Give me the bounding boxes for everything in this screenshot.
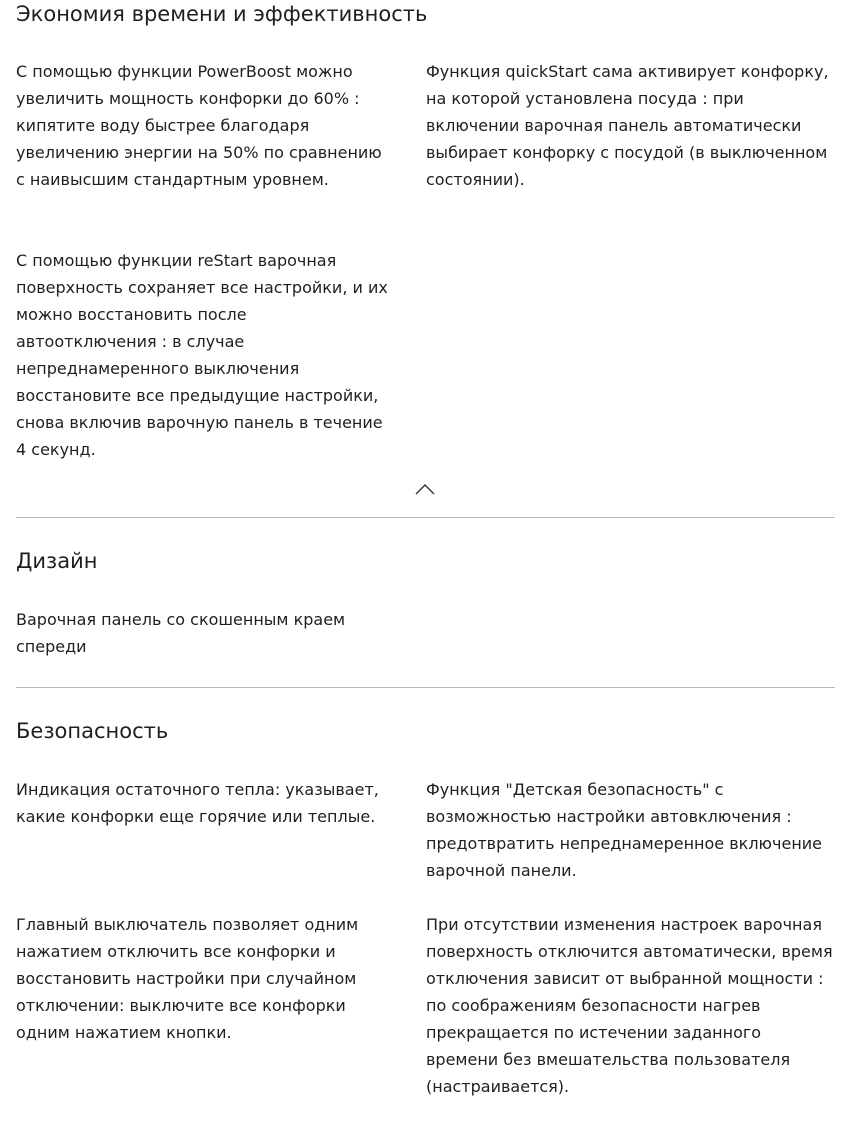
feature-powerboost: С помощью функции PowerBoost можно увеличить мощность конфорки до 60% : кипятите воду быстрее благодаря увеличению энергии на 50% по сравнению с наивысшим стандартным уровнем. <box>16 62 382 189</box>
feature-main-switch: Главный выключатель позволяет одним нажатием отключить все конфорки и восстановить настройки при случайном отключении: выключите все конфорки одним нажатием кнопки. <box>16 915 359 1042</box>
section-title-design: Дизайн <box>16 549 98 573</box>
feature-quickstart: Функция quickStart сама активирует конфорку, на которой установлена посуда : при включении варочная панель автоматически выбирает конфорку с посудой (в выключенном состоянии). <box>426 62 829 189</box>
chevron-up-icon <box>415 483 435 495</box>
section-divider <box>16 687 835 688</box>
feature-bevel-edge: Варочная панель со скошенным краем спереди <box>16 610 346 656</box>
section-divider <box>16 517 835 518</box>
section-title-safety: Безопасность <box>16 719 169 743</box>
feature-restart: С помощью функции reStart варочная поверхность сохраняет все настройки, и их можно восстановить после автоотключения : в случае непреднамеренного выключения восстановите все предыдущие настройки, снова включив варочную панель в течение 4 секунд. <box>16 251 388 459</box>
feature-auto-off: При отсутствии изменения настроек варочная поверхность отключится автоматически, время отключения зависит от выбранной мощности : по соображениям безопасности нагрев прекращается по истечении заданного времени без вмешательства пользователя (настраивается). <box>426 915 833 1096</box>
feature-child-lock: Функция "Детская безопасность" с возможностью настройки автовключения : предотвратить непреднамеренное включение варочной панели. <box>426 780 823 880</box>
section-title-efficiency: Экономия времени и эффективность <box>16 2 428 26</box>
collapse-section-button[interactable] <box>411 476 439 502</box>
feature-residual-heat: Индикация остаточного тепла: указывает, какие конфорки еще горячие или теплые. <box>16 780 379 826</box>
